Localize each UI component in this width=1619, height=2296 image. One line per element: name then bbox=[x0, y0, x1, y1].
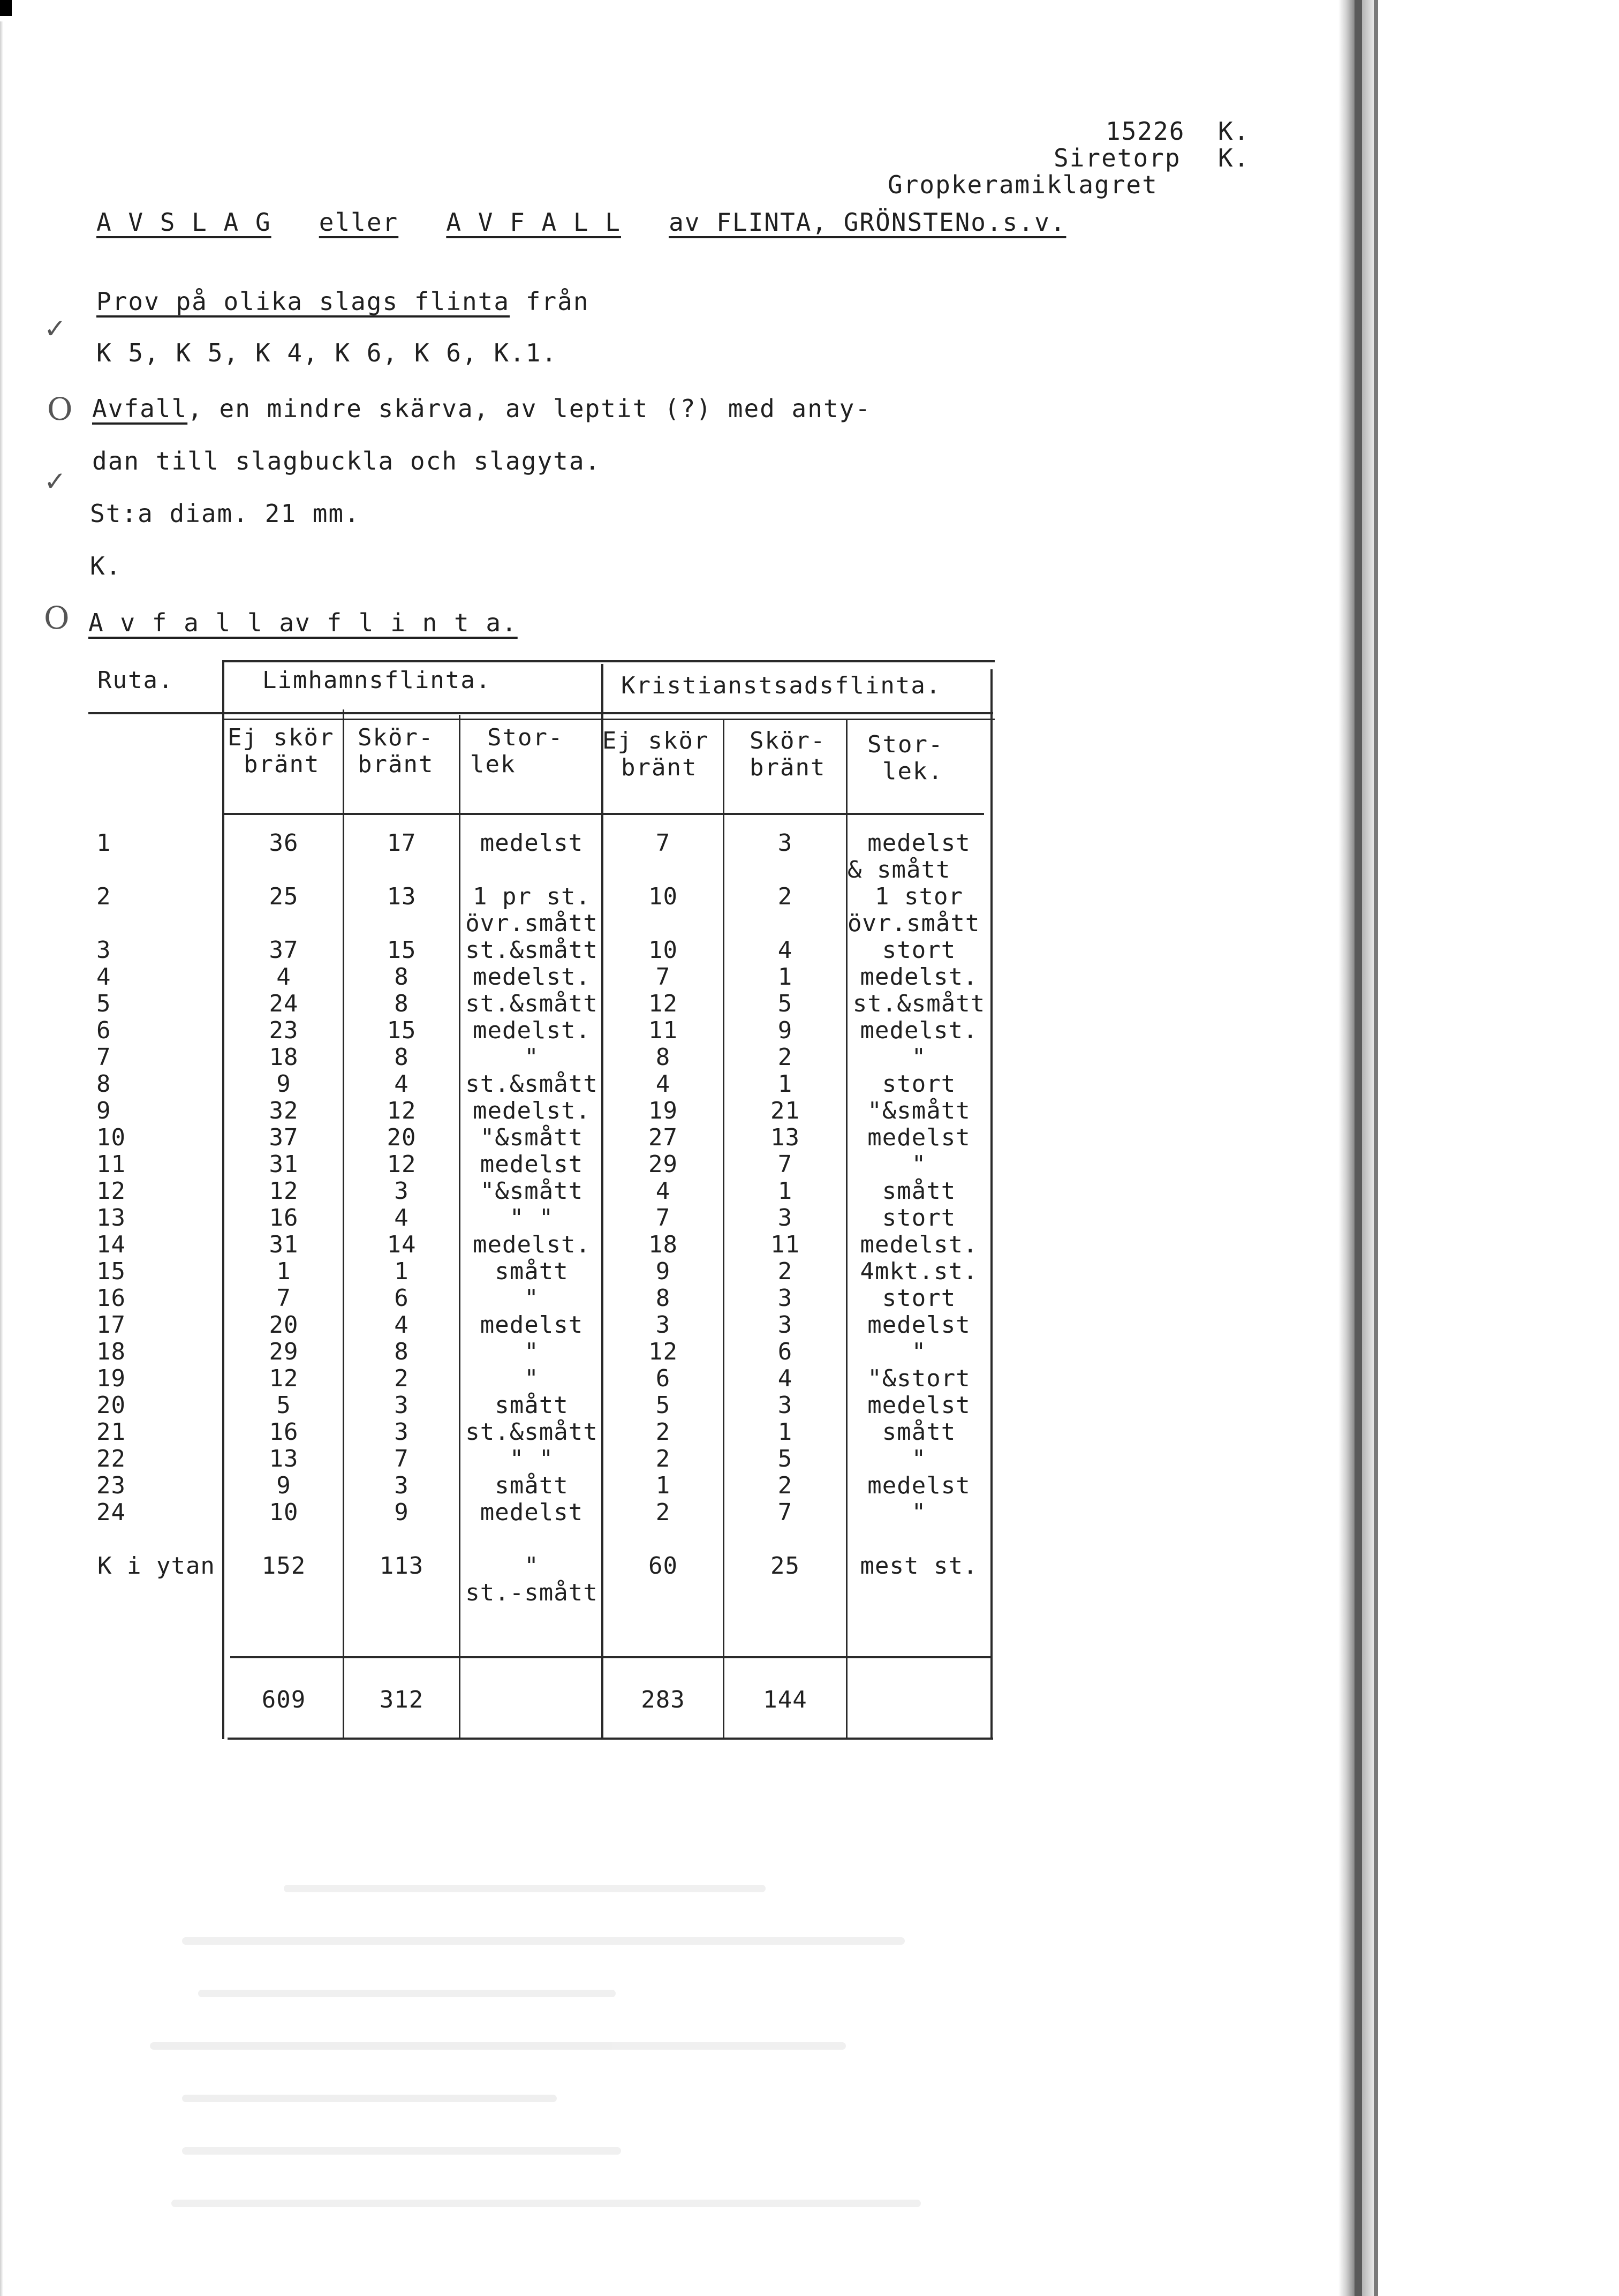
cell-limhamn-storlek: medelst bbox=[480, 1151, 584, 1178]
cell-kristianstad-storlek: " bbox=[911, 1445, 927, 1472]
cell-limhamn-storlek: " bbox=[524, 1285, 539, 1312]
cell-ruta: 10 bbox=[96, 1124, 126, 1151]
cell-kristianstad-storlek: stort bbox=[882, 1204, 956, 1232]
cell-kristianstad-ej-skor: 12 bbox=[648, 1338, 678, 1365]
cell-kristianstad-storlek: stort bbox=[882, 1285, 956, 1312]
cell-kristianstad-skor: 2 bbox=[777, 1044, 793, 1071]
cell-ruta: 2 bbox=[96, 883, 111, 910]
cell-limhamn-skor: 15 bbox=[387, 936, 417, 964]
cell-limhamn-storlek: st.&smått bbox=[465, 1418, 598, 1446]
margin-circle-mark: O bbox=[44, 600, 70, 636]
cell-limhamn-storlek: " " bbox=[509, 1204, 554, 1232]
cell-kristianstad-storlek-line-2: övr.smått bbox=[848, 910, 980, 937]
title-part-3: A V F A L L bbox=[446, 208, 621, 237]
cell-kristianstad-ej-skor: 2 bbox=[655, 1418, 671, 1446]
cell-limhamn-ej-skor: 13 bbox=[269, 1445, 299, 1472]
cell-ruta: 6 bbox=[96, 1017, 111, 1044]
cell-kristianstad-storlek: " bbox=[911, 1151, 927, 1178]
binding-mid bbox=[1362, 0, 1374, 2296]
site-name: Siretorp bbox=[1054, 144, 1181, 172]
cell-limhamn-skor: 7 bbox=[394, 1445, 409, 1472]
cell-limhamn-ej-skor: 7 bbox=[276, 1285, 291, 1312]
cell-limhamn-storlek: " " bbox=[509, 1445, 554, 1472]
cell-total-kristianstad-ej-skor: 283 bbox=[641, 1686, 685, 1713]
cell-kristianstad-skor: 1 bbox=[777, 1177, 793, 1205]
cell-kristianstad-skor: 7 bbox=[777, 1499, 793, 1526]
cell-kristianstad-skor: 5 bbox=[777, 990, 793, 1017]
cell-kristianstad-ej-skor: 2 bbox=[655, 1499, 671, 1526]
cell-kristianstad-storlek: medelst bbox=[867, 1311, 971, 1339]
cell-kristianstad-ej-skor: 10 bbox=[648, 883, 678, 910]
title-part-4: av FLINTA, GRÖNSTENo.s.v. bbox=[669, 208, 1066, 237]
cell-kristianstad-ej-skor: 12 bbox=[648, 990, 678, 1017]
body-line-4: dan till slagbuckla och slagyta. bbox=[92, 447, 601, 475]
subheader-brant: bränt bbox=[750, 754, 826, 781]
cell-kristianstad-skor: 9 bbox=[777, 1017, 793, 1044]
cell-limhamn-storlek-line-2: övr.smått bbox=[465, 910, 598, 937]
cell-kristianstad-ej-skor: 3 bbox=[655, 1311, 671, 1339]
cell-kristianstad-skor: 13 bbox=[770, 1124, 800, 1151]
cell-limhamn-ej-skor: 20 bbox=[269, 1311, 299, 1339]
cell-kristianstad-skor: 11 bbox=[770, 1231, 800, 1258]
catalog-number: 15226 bbox=[1106, 117, 1185, 146]
subheader-lek: lek. bbox=[882, 758, 943, 785]
cell-limhamn-storlek: st.&smått bbox=[465, 990, 598, 1017]
table-subheader-line bbox=[224, 719, 995, 720]
subheader-storlek: Stor- bbox=[867, 731, 944, 758]
cell-kristianstad-ej-skor: 4 bbox=[655, 1177, 671, 1205]
cell-kristianstad-storlek: " bbox=[911, 1044, 927, 1071]
cell-kristianstad-skor: 2 bbox=[777, 1472, 793, 1499]
scan-corner-mark bbox=[0, 0, 12, 16]
cell-kristianstad-storlek: medelst. bbox=[860, 1017, 978, 1044]
body-line-3 bbox=[92, 396, 871, 421]
cell-limhamn-storlek: medelst. bbox=[473, 1017, 591, 1044]
cell-kristianstad-storlek: medelst bbox=[867, 1392, 971, 1419]
cell-limhamn-storlek: medelst bbox=[480, 1311, 584, 1339]
cell-kristianstad-ej-skor: 11 bbox=[648, 1017, 678, 1044]
cell-limhamn-skor: 113 bbox=[379, 1552, 424, 1580]
cell-kristianstad-skor: 1 bbox=[777, 1418, 793, 1446]
group-header-limhamn: Limhamnsflinta. bbox=[262, 667, 491, 694]
cell-limhamn-ej-skor: 16 bbox=[269, 1204, 299, 1232]
subheader-lek: lek bbox=[470, 751, 516, 778]
cell-limhamn-storlek: medelst. bbox=[473, 1097, 591, 1124]
cell-limhamn-ej-skor: 12 bbox=[269, 1177, 299, 1205]
cell-kristianstad-storlek: 1 stor bbox=[875, 883, 963, 910]
cell-limhamn-skor: 4 bbox=[394, 1204, 409, 1232]
cell-limhamn-ej-skor: 1 bbox=[276, 1258, 291, 1285]
cell-limhamn-skor: 3 bbox=[394, 1392, 409, 1419]
body-line-6: K. bbox=[90, 552, 122, 580]
cell-ruta: 15 bbox=[96, 1258, 126, 1285]
cell-limhamn-storlek: " bbox=[524, 1044, 539, 1071]
margin-check-mark: ✓ bbox=[44, 466, 66, 497]
cell-kristianstad-ej-skor: 8 bbox=[655, 1044, 671, 1071]
subheader-brant: bränt bbox=[621, 754, 698, 781]
cell-limhamn-storlek: medelst. bbox=[473, 1231, 591, 1258]
table-totals-line bbox=[230, 1656, 990, 1658]
page-left-edge bbox=[0, 21, 3, 2296]
cell-ruta: 9 bbox=[96, 1097, 111, 1124]
subheader-skor: Skör- bbox=[750, 727, 826, 754]
cell-total-limhamn-skor: 312 bbox=[379, 1686, 424, 1713]
cell-total-kristianstad-skor: 144 bbox=[763, 1686, 807, 1713]
body-line-1-underlined: Prov på olika slags flinta bbox=[96, 287, 510, 316]
body-line-7: A v f a l l av f l i n t a. bbox=[88, 608, 518, 637]
table-vline bbox=[459, 715, 460, 1738]
cell-kristianstad-ej-skor: 10 bbox=[648, 936, 678, 964]
cell-limhamn-skor: 8 bbox=[394, 990, 409, 1017]
cell-kristianstad-ej-skor: 18 bbox=[648, 1231, 678, 1258]
cell-kristianstad-storlek: medelst bbox=[867, 829, 971, 857]
cell-ruta: 19 bbox=[96, 1365, 126, 1392]
cell-kristianstad-ej-skor: 60 bbox=[648, 1552, 678, 1580]
cell-kristianstad-ej-skor: 7 bbox=[655, 829, 671, 857]
subheader-brant: bränt bbox=[244, 751, 320, 778]
cell-limhamn-skor: 1 bbox=[394, 1258, 409, 1285]
cell-kristianstad-storlek: 4mkt.st. bbox=[860, 1258, 978, 1285]
cell-limhamn-ej-skor: 36 bbox=[269, 829, 299, 857]
cell-ruta: 21 bbox=[96, 1418, 126, 1446]
cell-limhamn-ej-skor: 37 bbox=[269, 1124, 299, 1151]
cell-kristianstad-ej-skor: 8 bbox=[655, 1285, 671, 1312]
subheader-ej-skor: Ej skör bbox=[228, 724, 335, 751]
cell-kristianstad-storlek: "&smått bbox=[867, 1097, 971, 1124]
cell-limhamn-skor: 4 bbox=[394, 1070, 409, 1098]
table-bottom-line bbox=[228, 1738, 993, 1740]
body-line-2: K 5, K 5, K 4, K 6, K 6, K.1. bbox=[96, 338, 558, 367]
binding-shadow bbox=[1338, 0, 1355, 2296]
column-header-ruta: Ruta. bbox=[97, 667, 174, 694]
cell-ruta: K i ytan bbox=[97, 1552, 215, 1580]
cell-limhamn-ej-skor: 12 bbox=[269, 1365, 299, 1392]
cell-ruta: 5 bbox=[96, 990, 111, 1017]
cell-kristianstad-ej-skor: 2 bbox=[655, 1445, 671, 1472]
cell-limhamn-storlek: smått bbox=[495, 1392, 569, 1419]
cell-limhamn-skor: 8 bbox=[394, 963, 409, 991]
cell-kristianstad-skor: 4 bbox=[777, 936, 793, 964]
cell-kristianstad-storlek: st.&smått bbox=[852, 990, 986, 1017]
cell-ruta: 4 bbox=[96, 963, 111, 991]
cell-limhamn-storlek: medelst. bbox=[473, 963, 591, 991]
cell-limhamn-storlek: "&smått bbox=[480, 1124, 584, 1151]
cell-kristianstad-skor: 3 bbox=[777, 1285, 793, 1312]
cell-ruta: 18 bbox=[96, 1338, 126, 1365]
body-line-5: St:a diam. 21 mm. bbox=[90, 499, 360, 528]
cell-kristianstad-storlek: stort bbox=[882, 936, 956, 964]
cell-limhamn-skor: 15 bbox=[387, 1017, 417, 1044]
cell-ruta: 24 bbox=[96, 1499, 126, 1526]
cell-limhamn-ej-skor: 16 bbox=[269, 1418, 299, 1446]
body-line-3-rest: , en mindre skärva, av leptit (?) med anty- bbox=[187, 394, 872, 423]
cell-limhamn-ej-skor: 23 bbox=[269, 1017, 299, 1044]
cell-kristianstad-storlek: medelst. bbox=[860, 963, 978, 991]
cell-ruta: 22 bbox=[96, 1445, 126, 1472]
cell-limhamn-skor: 14 bbox=[387, 1231, 417, 1258]
table-top-line bbox=[224, 660, 995, 662]
cell-ruta: 3 bbox=[96, 936, 111, 964]
cell-limhamn-skor: 3 bbox=[394, 1418, 409, 1446]
cell-kristianstad-storlek: smått bbox=[882, 1177, 956, 1205]
cell-limhamn-storlek: smått bbox=[495, 1258, 569, 1285]
cell-kristianstad-storlek: medelst bbox=[867, 1472, 971, 1499]
cell-limhamn-skor: 8 bbox=[394, 1044, 409, 1071]
cell-limhamn-skor: 2 bbox=[394, 1365, 409, 1392]
cell-limhamn-storlek: medelst bbox=[480, 829, 584, 857]
cell-limhamn-skor: 3 bbox=[394, 1472, 409, 1499]
cell-limhamn-storlek: st.&smått bbox=[465, 1070, 598, 1098]
table-vline bbox=[990, 669, 993, 1739]
cell-limhamn-ej-skor: 18 bbox=[269, 1044, 299, 1071]
cell-limhamn-ej-skor: 9 bbox=[276, 1070, 291, 1098]
cell-ruta: 13 bbox=[96, 1204, 126, 1232]
cell-kristianstad-ej-skor: 7 bbox=[655, 1204, 671, 1232]
body-line-1-rest: från bbox=[510, 287, 589, 316]
table-vline bbox=[222, 660, 224, 1739]
cell-ruta: 1 bbox=[96, 829, 111, 857]
cell-kristianstad-skor: 25 bbox=[770, 1552, 800, 1580]
group-header-kristianstad: Kristianstsadsflinta. bbox=[621, 672, 942, 699]
cell-ruta: 16 bbox=[96, 1285, 126, 1312]
cell-limhamn-skor: 20 bbox=[387, 1124, 417, 1151]
cell-ruta: 17 bbox=[96, 1311, 126, 1339]
cell-limhamn-skor: 4 bbox=[394, 1311, 409, 1339]
cell-kristianstad-skor: 1 bbox=[777, 963, 793, 991]
cell-limhamn-storlek: "&smått bbox=[480, 1177, 584, 1205]
body-line-3-underlined: Avfall bbox=[92, 394, 188, 423]
cell-kristianstad-storlek: stort bbox=[882, 1070, 956, 1098]
cell-kristianstad-ej-skor: 19 bbox=[648, 1097, 678, 1124]
cell-kristianstad-skor: 2 bbox=[777, 883, 793, 910]
cell-kristianstad-skor: 3 bbox=[777, 1392, 793, 1419]
cell-limhamn-ej-skor: 31 bbox=[269, 1231, 299, 1258]
cell-limhamn-ej-skor: 24 bbox=[269, 990, 299, 1017]
document-title bbox=[96, 210, 1066, 235]
cell-limhamn-skor: 6 bbox=[394, 1285, 409, 1312]
subheader-storlek: Stor- bbox=[487, 724, 564, 751]
cell-limhamn-ej-skor: 10 bbox=[269, 1499, 299, 1526]
cell-limhamn-storlek-line-2: st.-smått bbox=[465, 1579, 598, 1606]
cell-kristianstad-storlek: " bbox=[911, 1499, 927, 1526]
cell-limhamn-ej-skor: 37 bbox=[269, 936, 299, 964]
binding-dark bbox=[1355, 0, 1362, 2296]
cell-kristianstad-skor: 21 bbox=[770, 1097, 800, 1124]
cell-kristianstad-skor: 3 bbox=[777, 1204, 793, 1232]
cell-limhamn-ej-skor: 152 bbox=[261, 1552, 306, 1580]
header-letter-1: K. bbox=[1218, 117, 1250, 146]
cell-ruta: 20 bbox=[96, 1392, 126, 1419]
margin-check-mark: ✓ bbox=[44, 313, 66, 344]
cell-limhamn-storlek: smått bbox=[495, 1472, 569, 1499]
cell-total-limhamn-ej-skor: 609 bbox=[261, 1686, 306, 1713]
cell-kristianstad-ej-skor: 7 bbox=[655, 963, 671, 991]
cell-kristianstad-skor: 7 bbox=[777, 1151, 793, 1178]
subheader-brant: bränt bbox=[358, 751, 434, 778]
table-subheader-bottom-line bbox=[224, 813, 984, 815]
cell-limhamn-storlek: " bbox=[524, 1338, 539, 1365]
bleed-through bbox=[150, 1885, 953, 2292]
cell-limhamn-storlek: " bbox=[524, 1552, 539, 1580]
body-line-1 bbox=[96, 289, 589, 314]
cell-kristianstad-skor: 4 bbox=[777, 1365, 793, 1392]
cell-limhamn-ej-skor: 25 bbox=[269, 883, 299, 910]
cell-kristianstad-storlek: mest st. bbox=[860, 1552, 978, 1580]
subheader-skor: Skör- bbox=[358, 724, 434, 751]
cell-limhamn-skor: 8 bbox=[394, 1338, 409, 1365]
cell-kristianstad-ej-skor: 5 bbox=[655, 1392, 671, 1419]
cell-ruta: 11 bbox=[96, 1151, 126, 1178]
cell-kristianstad-skor: 3 bbox=[777, 1311, 793, 1339]
cell-kristianstad-ej-skor: 9 bbox=[655, 1258, 671, 1285]
cell-ruta: 7 bbox=[96, 1044, 111, 1071]
cell-kristianstad-storlek: medelst bbox=[867, 1124, 971, 1151]
subheader-ej-skor: Ej skör bbox=[602, 727, 709, 754]
cell-limhamn-storlek: st.&smått bbox=[465, 936, 598, 964]
cell-limhamn-skor: 3 bbox=[394, 1177, 409, 1205]
cell-kristianstad-ej-skor: 29 bbox=[648, 1151, 678, 1178]
cell-limhamn-ej-skor: 31 bbox=[269, 1151, 299, 1178]
cell-kristianstad-skor: 5 bbox=[777, 1445, 793, 1472]
cell-kristianstad-skor: 3 bbox=[777, 829, 793, 857]
cell-ruta: 8 bbox=[96, 1070, 111, 1098]
cell-kristianstad-skor: 2 bbox=[777, 1258, 793, 1285]
cell-kristianstad-storlek: " bbox=[911, 1338, 927, 1365]
cell-limhamn-ej-skor: 29 bbox=[269, 1338, 299, 1365]
cell-kristianstad-storlek-line-2: & smått bbox=[848, 856, 951, 883]
title-part-1: A V S L A G bbox=[96, 208, 271, 237]
cell-kristianstad-skor: 6 bbox=[777, 1338, 793, 1365]
cell-limhamn-ej-skor: 32 bbox=[269, 1097, 299, 1124]
cell-kristianstad-storlek: medelst. bbox=[860, 1231, 978, 1258]
cell-limhamn-storlek: " bbox=[524, 1365, 539, 1392]
cell-kristianstad-skor: 1 bbox=[777, 1070, 793, 1098]
cell-limhamn-ej-skor: 5 bbox=[276, 1392, 291, 1419]
cell-limhamn-ej-skor: 9 bbox=[276, 1472, 291, 1499]
cell-kristianstad-storlek: "&stort bbox=[867, 1365, 971, 1392]
binding-edge bbox=[1374, 0, 1378, 2296]
cell-ruta: 23 bbox=[96, 1472, 126, 1499]
cell-kristianstad-ej-skor: 1 bbox=[655, 1472, 671, 1499]
cell-kristianstad-ej-skor: 27 bbox=[648, 1124, 678, 1151]
cell-ruta: 14 bbox=[96, 1231, 126, 1258]
margin-circle-mark: O bbox=[47, 391, 73, 427]
title-part-2: eller bbox=[319, 208, 399, 237]
layer-name: Gropkeramiklagret bbox=[888, 170, 1158, 199]
cell-limhamn-skor: 12 bbox=[387, 1097, 417, 1124]
cell-limhamn-skor: 13 bbox=[387, 883, 417, 910]
cell-limhamn-skor: 9 bbox=[394, 1499, 409, 1526]
cell-limhamn-ej-skor: 4 bbox=[276, 963, 291, 991]
cell-limhamn-storlek: 1 pr st. bbox=[473, 883, 591, 910]
header-letter-2: K. bbox=[1218, 144, 1250, 172]
cell-limhamn-skor: 17 bbox=[387, 829, 417, 857]
cell-kristianstad-ej-skor: 6 bbox=[655, 1365, 671, 1392]
cell-limhamn-storlek: medelst bbox=[480, 1499, 584, 1526]
cell-limhamn-skor: 12 bbox=[387, 1151, 417, 1178]
cell-kristianstad-ej-skor: 4 bbox=[655, 1070, 671, 1098]
cell-kristianstad-storlek: smått bbox=[882, 1418, 956, 1446]
cell-ruta: 12 bbox=[96, 1177, 126, 1205]
